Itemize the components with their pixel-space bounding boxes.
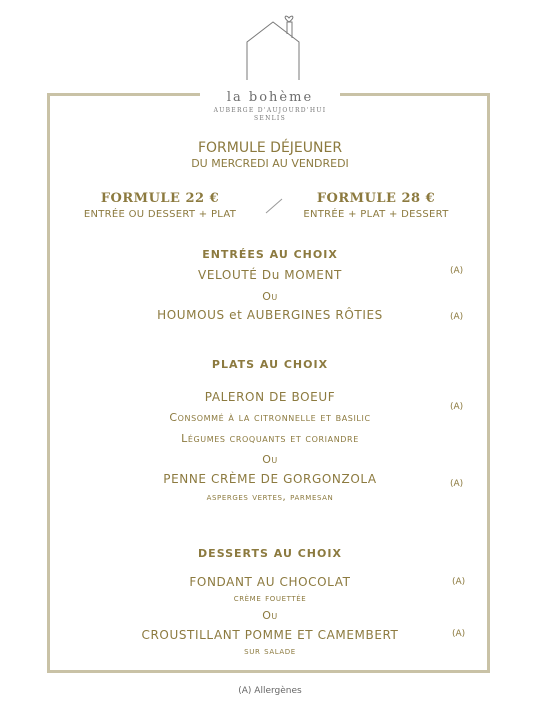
formula-22-title: FORMULE 22 €: [100, 191, 220, 206]
plat-item-1-detail-2: Légumes croquants et coriandre: [181, 432, 359, 445]
allergen-mark: (A): [450, 312, 464, 322]
dessert-item-1: FONDANT AU CHOCOLAT: [189, 575, 351, 589]
allergen-mark: (A): [452, 629, 466, 639]
dessert-item-2: CROUSTILLANT POMME ET CAMEMBERT: [141, 628, 399, 642]
allergen-mark: (A): [450, 479, 464, 489]
formula-28-title: FORMULE 28 €: [316, 191, 436, 206]
section-title-desserts: DESSERTS AU CHOIX: [198, 547, 342, 560]
dessert-or: Ou: [262, 609, 278, 622]
allergen-mark: (A): [452, 577, 466, 587]
house-logo-icon: [243, 10, 301, 82]
formula-28-desc: ENTRÉE + PLAT + DESSERT: [303, 209, 449, 220]
formula-22-desc: ENTRÉE OU DESSERT + PLAT: [83, 209, 237, 220]
plat-item-1: PALERON DE BOEUF: [204, 390, 336, 404]
menu-title: FORMULE DÉJEUNER: [197, 140, 343, 156]
plat-or: Ou: [262, 453, 278, 466]
plat-item-2: PENNE CRÈME DE GORGONZOLA: [163, 472, 377, 486]
section-title-entrees: ENTRÉES AU CHOIX: [202, 248, 338, 261]
menu-subtitle: DU MERCREDI AU VENDREDI: [191, 157, 349, 170]
section-title-plats: PLATS AU CHOIX: [211, 358, 329, 371]
allergen-footnote: (A) Allergènes: [238, 686, 302, 696]
brand-block: [200, 84, 340, 126]
plat-item-1-detail-1: Consommé à la citronnelle et basilic: [169, 411, 371, 424]
dessert-item-1-detail: crème fouettée: [233, 593, 307, 604]
allergen-mark: (A): [450, 266, 464, 276]
allergen-mark: (A): [450, 402, 464, 412]
plat-item-2-detail: asperges vertes, parmesan: [206, 492, 334, 503]
entree-or: Ou: [262, 290, 278, 303]
entree-item-1: VELOUTÉ Du MOMENT: [198, 268, 342, 282]
dessert-item-2-detail: sur salade: [244, 646, 296, 657]
brand-name: la bohème: [226, 90, 314, 105]
brand-city: SENLIS: [253, 115, 286, 122]
entree-item-2: HOUMOUS et AUBERGINES RÔTIES: [157, 308, 383, 322]
brand-subtitle: AUBERGE D'AUJOURD'HUI: [213, 107, 327, 114]
